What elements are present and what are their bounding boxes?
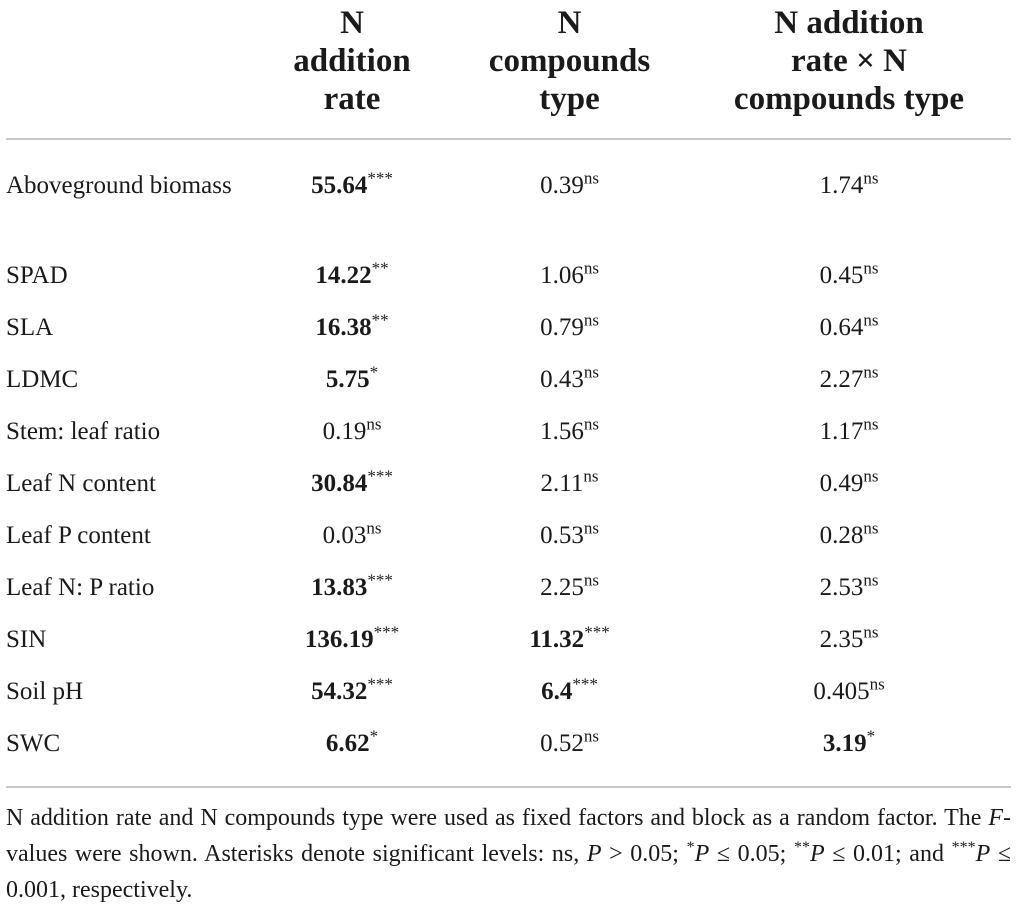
significance-marker: ns xyxy=(863,414,879,434)
cell-interaction xyxy=(687,570,1011,622)
cell-type xyxy=(452,310,687,362)
header-line: N addition xyxy=(774,5,924,41)
f-value: 1.06 xyxy=(540,262,584,289)
table-row xyxy=(6,518,1011,570)
table-row xyxy=(6,139,1011,258)
cell-type xyxy=(452,726,687,778)
cell-interaction xyxy=(687,139,1011,258)
table-row xyxy=(6,570,1011,622)
table-footnote xyxy=(6,800,1011,908)
significance-marker: ns xyxy=(863,310,879,330)
cell-rate xyxy=(252,139,452,258)
significance-marker: ** xyxy=(371,258,389,278)
header-line: compounds xyxy=(488,43,651,79)
cell-rate xyxy=(252,362,452,414)
cell-rate xyxy=(252,622,452,674)
significance-marker: ns xyxy=(869,674,885,694)
significance-marker: ns xyxy=(863,168,879,188)
cell-interaction xyxy=(687,258,1011,310)
header-line: rate × N xyxy=(791,43,907,79)
footnote-text: N addition rate and N compounds type were used as fixed factors and block as a random factor. The xyxy=(6,805,989,831)
cell-type xyxy=(452,414,687,466)
f-value: 0.43 xyxy=(540,366,584,393)
row-label: Soil pH xyxy=(6,678,84,705)
f-value: 1.74 xyxy=(819,172,864,199)
f-value: 6.4 xyxy=(541,678,573,705)
f-value: 2.27 xyxy=(819,366,864,393)
significance-marker: ns xyxy=(583,570,599,590)
significance-marker: *** xyxy=(572,674,598,694)
row-label: SPAD xyxy=(6,262,68,289)
cell-type xyxy=(452,258,687,310)
row-label: Leaf N content xyxy=(6,470,156,497)
significance-marker: ns xyxy=(583,518,599,538)
cell-rate xyxy=(252,310,452,362)
header-n-addition-rate xyxy=(252,0,452,139)
significance-marker: ** xyxy=(371,310,389,330)
table-row xyxy=(6,258,1011,310)
cell-type xyxy=(452,570,687,622)
cell-rate xyxy=(252,570,452,622)
f-value: 5.75 xyxy=(325,366,370,393)
row-label: Aboveground biomass xyxy=(6,172,232,199)
footnote-text: ≤ 0.001, respectively. xyxy=(6,841,1012,903)
cell-interaction xyxy=(687,466,1011,518)
header-n-compounds-type xyxy=(452,0,687,139)
f-value: 0.03 xyxy=(322,522,367,549)
header-label-column xyxy=(6,0,252,139)
f-value: 30.84 xyxy=(311,470,368,497)
significance-marker: ns xyxy=(863,518,879,538)
f-value: 2.25 xyxy=(540,574,584,601)
header-line: compounds type xyxy=(733,81,965,117)
significance-marker: *** xyxy=(367,674,393,694)
f-value: 0.52 xyxy=(540,730,584,757)
f-value: 0.79 xyxy=(540,314,584,341)
f-value: 2.11 xyxy=(540,470,584,497)
significance-marker: * xyxy=(369,362,379,382)
f-value: 2.35 xyxy=(819,626,864,653)
header-line: N xyxy=(557,5,582,41)
significance-marker: *** xyxy=(373,622,400,642)
row-label: Stem: leaf ratio xyxy=(6,418,161,445)
significance-marker: ns xyxy=(863,570,879,590)
row-label: SIN xyxy=(6,626,47,653)
f-value: 3.19 xyxy=(822,730,867,757)
footnote-italic-f: F xyxy=(988,805,1003,831)
cell-interaction xyxy=(687,622,1011,674)
cell-interaction xyxy=(687,414,1011,466)
significance-marker: ns xyxy=(583,466,599,486)
cell-type xyxy=(452,362,687,414)
f-value: 0.49 xyxy=(819,470,864,497)
f-value: 136.19 xyxy=(304,626,374,653)
table-row xyxy=(6,726,1011,778)
footnote-asterisk: * xyxy=(686,839,695,857)
footnote-text: ≤ 0.05; xyxy=(709,841,794,867)
significance-marker: ns xyxy=(583,362,599,382)
cell-rate xyxy=(252,258,452,310)
table-body xyxy=(6,139,1011,778)
cell-interaction xyxy=(687,310,1011,362)
footnote-italic-p: P xyxy=(809,841,825,867)
significance-marker: * xyxy=(866,726,876,746)
row-label: Leaf P content xyxy=(6,522,151,549)
footnote-asterisk: ** xyxy=(793,839,810,857)
significance-marker: ns xyxy=(863,622,879,642)
table-row xyxy=(6,414,1011,466)
f-value: 11.32 xyxy=(529,626,585,653)
cell-type xyxy=(452,674,687,726)
cell-rate xyxy=(252,414,452,466)
footnote-text: > 0.05; xyxy=(601,841,687,867)
header-row xyxy=(6,0,1011,139)
significance-marker: ns xyxy=(583,310,599,330)
cell-type xyxy=(452,518,687,570)
significance-marker: ns xyxy=(583,726,599,746)
table-row xyxy=(6,310,1011,362)
significance-marker: ns xyxy=(583,414,599,434)
f-value: 0.45 xyxy=(819,262,864,289)
cell-interaction xyxy=(687,518,1011,570)
header-interaction xyxy=(687,0,1011,139)
f-value: 55.64 xyxy=(311,172,368,199)
header-line: N xyxy=(340,5,364,41)
significance-marker: *** xyxy=(367,570,393,590)
cell-interaction xyxy=(687,726,1011,778)
significance-marker: *** xyxy=(367,466,393,486)
row-label: SWC xyxy=(6,730,61,757)
f-value: 0.28 xyxy=(819,522,864,549)
row-label: Leaf N: P ratio xyxy=(6,574,155,601)
table-row xyxy=(6,622,1011,674)
cell-rate xyxy=(252,518,452,570)
cell-type xyxy=(452,466,687,518)
footnote-divider xyxy=(6,786,1011,788)
f-value: 0.405 xyxy=(813,678,870,705)
cell-rate xyxy=(252,726,452,778)
header-line: rate xyxy=(323,81,381,117)
f-value: 6.62 xyxy=(325,730,370,757)
f-value: 1.56 xyxy=(540,418,584,445)
footnote-italic-p: P xyxy=(586,841,602,867)
table-row xyxy=(6,674,1011,726)
significance-marker: * xyxy=(369,726,379,746)
header-line: addition xyxy=(293,43,411,79)
significance-marker: ns xyxy=(863,466,879,486)
significance-marker: *** xyxy=(367,168,393,188)
footnote-asterisk: *** xyxy=(951,839,976,857)
significance-marker: ns xyxy=(863,362,879,382)
f-value: 16.38 xyxy=(315,314,372,341)
row-label: LDMC xyxy=(6,366,79,393)
significance-marker: ns xyxy=(366,414,382,434)
footnote-text: ≤ 0.01; and xyxy=(824,841,952,867)
f-value: 2.53 xyxy=(819,574,864,601)
f-value: 0.53 xyxy=(540,522,584,549)
table-row xyxy=(6,362,1011,414)
table-row xyxy=(6,466,1011,518)
significance-marker: ns xyxy=(583,258,599,278)
significance-marker: *** xyxy=(584,622,610,642)
cell-rate xyxy=(252,674,452,726)
footnote-italic-p: P xyxy=(975,841,991,867)
f-value: 13.83 xyxy=(311,574,368,601)
cell-interaction xyxy=(687,674,1011,726)
table-header xyxy=(6,0,1011,139)
cell-type xyxy=(452,622,687,674)
cell-rate xyxy=(252,466,452,518)
significance-marker: ns xyxy=(583,168,599,188)
f-value: 0.64 xyxy=(819,314,864,341)
f-value: 0.39 xyxy=(540,172,584,199)
row-label: SLA xyxy=(6,314,54,341)
header-line: type xyxy=(539,81,600,117)
f-value: 0.19 xyxy=(322,418,367,445)
f-value: 1.17 xyxy=(819,418,864,445)
significance-marker: ns xyxy=(863,258,879,278)
f-value: 14.22 xyxy=(315,262,372,289)
footnote-text: -values were shown. Asterisks denote significant levels: ns, xyxy=(6,805,1011,867)
anova-table xyxy=(6,0,1011,778)
f-value: 54.32 xyxy=(311,678,368,705)
significance-marker: ns xyxy=(366,518,382,538)
cell-interaction xyxy=(687,362,1011,414)
footnote-italic-p: P xyxy=(694,841,710,867)
cell-type xyxy=(452,139,687,258)
